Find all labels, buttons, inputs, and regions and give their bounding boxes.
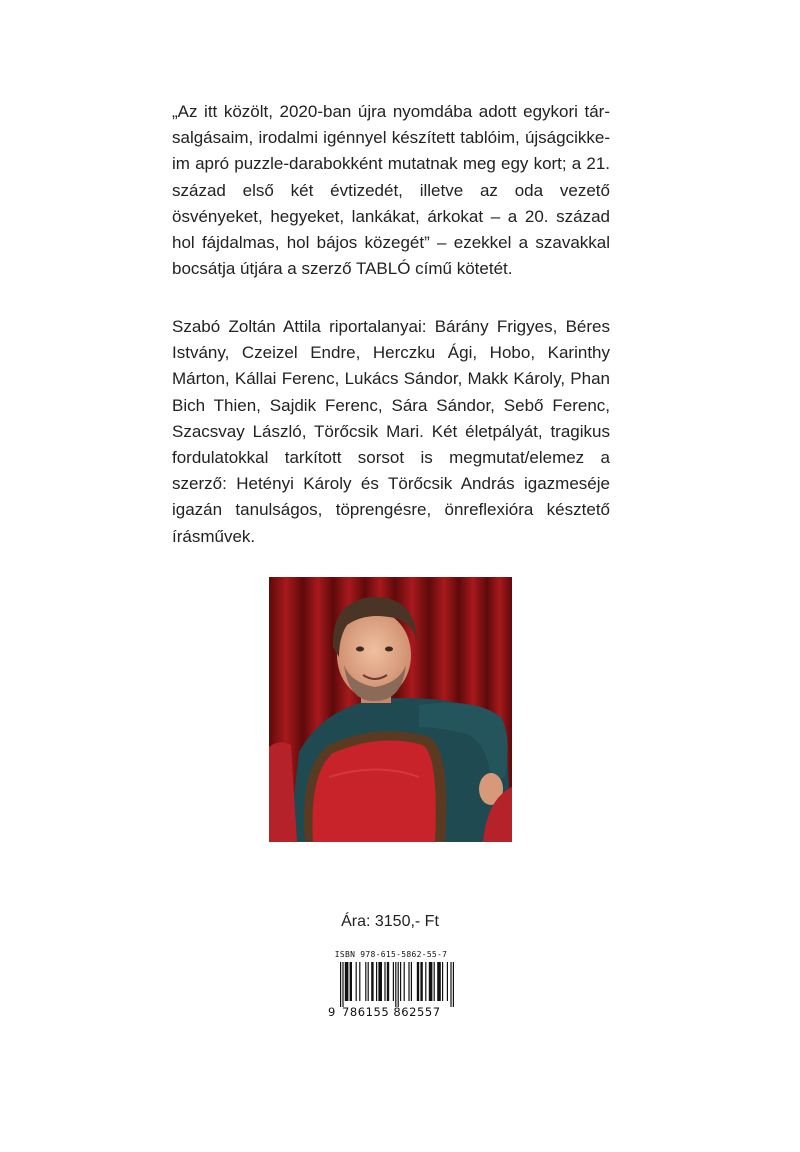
barcode-bar <box>425 962 426 1001</box>
barcode-bar <box>420 962 422 1001</box>
barcode-bar <box>417 962 419 1001</box>
barcode-bar <box>393 962 394 1001</box>
author-photo <box>269 577 512 842</box>
barcode-bar <box>365 962 366 1001</box>
barcode-bar <box>387 962 389 1001</box>
blurb-paragraph-2: Szabó Zoltán Attila riportalanyai: Bárány Frigyes, Béres Istvány, Czeizel Endre, Herczku Ági, Hobo, Karinthy Márton, Kállai Ferenc, Lukács Sándor, Makk Károly, Phan Bich Thien, Sajdik Ferenc, Sára Sándor, Sebő Ferenc, Szacsvay László, Törőcsik Mari. Két életpályát, tragikus fordulatokkal tarkított sorsot is megmutat/elemez a szerző: Hetényi Károly és Törőcsik András igazmeséje igazán tanulságos, töprengésre, önreflexióra késztető írásművek. <box>172 317 610 546</box>
isbn-label: ISBN 978-615-5862-55-7 <box>334 950 448 959</box>
barcode-bar <box>400 962 401 1001</box>
barcode-bar <box>447 962 448 1001</box>
barcode-bars <box>340 962 454 1007</box>
isbn-barcode <box>326 950 456 1022</box>
barcode-bar <box>350 962 352 1001</box>
barcode-bar <box>411 962 412 1001</box>
barcode-bar <box>371 962 373 1001</box>
blurb-paragraph-1: „Az itt közölt, 2020-ban újra nyomdába adott egykori társalgásaim, irodalmi igénnyel készített tablóim, újságcikkeim apró puzzle-darabokként mutatnak meg egy kort; a 21. század első két évtizedét, illetve az oda vezető ösvényeket, hegyeket, lankákat, árkokat – a 20. század hol fájdalmas, hol bájos közegét” – ezekkel a szavakkal bocsátja útjára a szerző TABLÓ című kötetét. <box>172 102 610 279</box>
barcode-bar <box>368 962 369 1001</box>
barcode-bar <box>378 962 382 1001</box>
barcode-bar <box>437 962 441 1001</box>
price-label: Ára: 3150,- Ft <box>341 913 439 930</box>
ean-rest-digits: 786155 862557 <box>342 1005 441 1019</box>
barcode-bar <box>453 962 454 1007</box>
barcode-bar <box>345 962 349 1001</box>
barcode-bar <box>442 962 443 1001</box>
barcode-bar <box>384 962 385 1001</box>
barcode-bar <box>450 962 451 1007</box>
barcode-bar <box>434 962 435 1001</box>
barcode-bar <box>340 962 341 1007</box>
ean-first-digit: 9 <box>328 1005 336 1019</box>
barcode-bar <box>376 962 377 1001</box>
barcode-bar <box>395 962 396 1007</box>
barcode-bar <box>398 962 399 1007</box>
barcode-bar <box>356 962 357 1001</box>
barcode-bar <box>429 962 433 1001</box>
barcode-bar <box>359 962 360 1001</box>
barcode-bar <box>408 962 409 1001</box>
barcode-bar <box>342 962 343 1007</box>
barcode-bar <box>404 962 405 1001</box>
